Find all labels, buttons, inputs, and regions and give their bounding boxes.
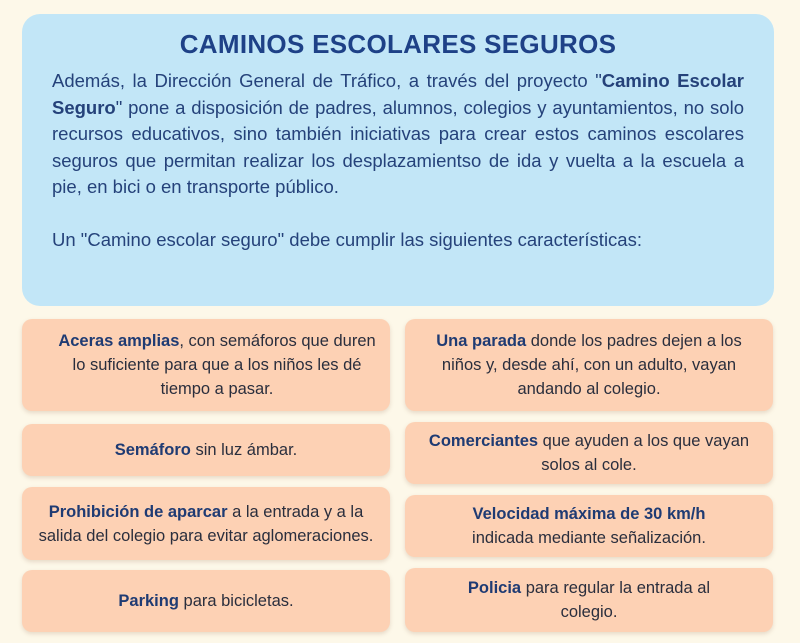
feature-parada-title: Una parada xyxy=(436,332,527,350)
feature-semaforo-text xyxy=(115,438,298,462)
feature-comerciantes-desc: que ayuden a los que vayan solos al cole. xyxy=(538,432,750,474)
feature-semaforo-title: Semáforo xyxy=(114,441,191,459)
feature-policia-title: Policia xyxy=(467,579,522,597)
feature-velocidad-title: Velocidad máxima de 30 km/h xyxy=(472,505,706,523)
feature-card-parking xyxy=(22,570,390,632)
feature-aparcar-title: Prohibición de aparcar xyxy=(48,502,228,521)
feature-policia-text xyxy=(445,576,733,624)
requirements-lead: Un "Camino escolar seguro" debe cumplir las siguientes características: xyxy=(52,228,642,250)
feature-card-comerciantes xyxy=(405,422,773,484)
feature-card-aparcar xyxy=(22,487,390,560)
intro-panel xyxy=(22,14,774,306)
feature-velocidad-desc: indicada mediante señalización. xyxy=(472,529,706,547)
feature-semaforo-desc: sin luz ámbar. xyxy=(190,441,298,459)
feature-card-velocidad xyxy=(405,495,773,557)
feature-parada-text xyxy=(419,329,759,401)
feature-policia-desc: para regular la entrada al colegio. xyxy=(521,579,711,621)
feature-card-parada xyxy=(405,319,773,411)
feature-parada-desc: donde los padres dejen a los niños y, desde ahí, con un adulto, vayan andando al colegio. xyxy=(441,332,742,398)
feature-aceras-title: Aceras amplias xyxy=(58,332,180,350)
feature-comerciantes-title: Comerciantes xyxy=(428,432,539,450)
feature-aceras-text xyxy=(54,329,380,401)
feature-parking-text xyxy=(118,589,293,613)
intro-paragraph xyxy=(52,68,744,201)
feature-parking-desc: para bicicletas. xyxy=(178,592,294,610)
intro-text-start: Además, la Dirección General de Tráfico, a través del proyecto " xyxy=(52,70,602,91)
feature-card-policia xyxy=(405,568,773,632)
feature-aceras-desc: , con semáforos que duren lo suficiente para que a los niños les dé tiempo a pasar. xyxy=(72,332,376,398)
intro-text-end: " pone a disposición de padres, alumnos, colegios y ayuntamientos, no solo recursos educativos, sino también iniciativas para crear estos caminos escolares seguros que permitan realizar los desplazamientso de ida y vuelta a la escuela a pie, en bici o en transporte público. xyxy=(52,96,744,197)
intro-project-name: Camino Escolar Seguro xyxy=(52,70,744,118)
feature-velocidad-text xyxy=(441,502,737,550)
feature-aparcar-desc: a la entrada y a la salida del colegio para evitar aglomeraciones. xyxy=(38,502,374,545)
feature-card-aceras xyxy=(22,319,390,411)
feature-aparcar-text xyxy=(36,500,376,548)
feature-parking-title: Parking xyxy=(118,592,179,610)
page-title: CAMINOS ESCOLARES SEGUROS xyxy=(179,29,617,59)
feature-comerciantes-text xyxy=(423,429,755,477)
feature-card-semaforo xyxy=(22,424,390,476)
